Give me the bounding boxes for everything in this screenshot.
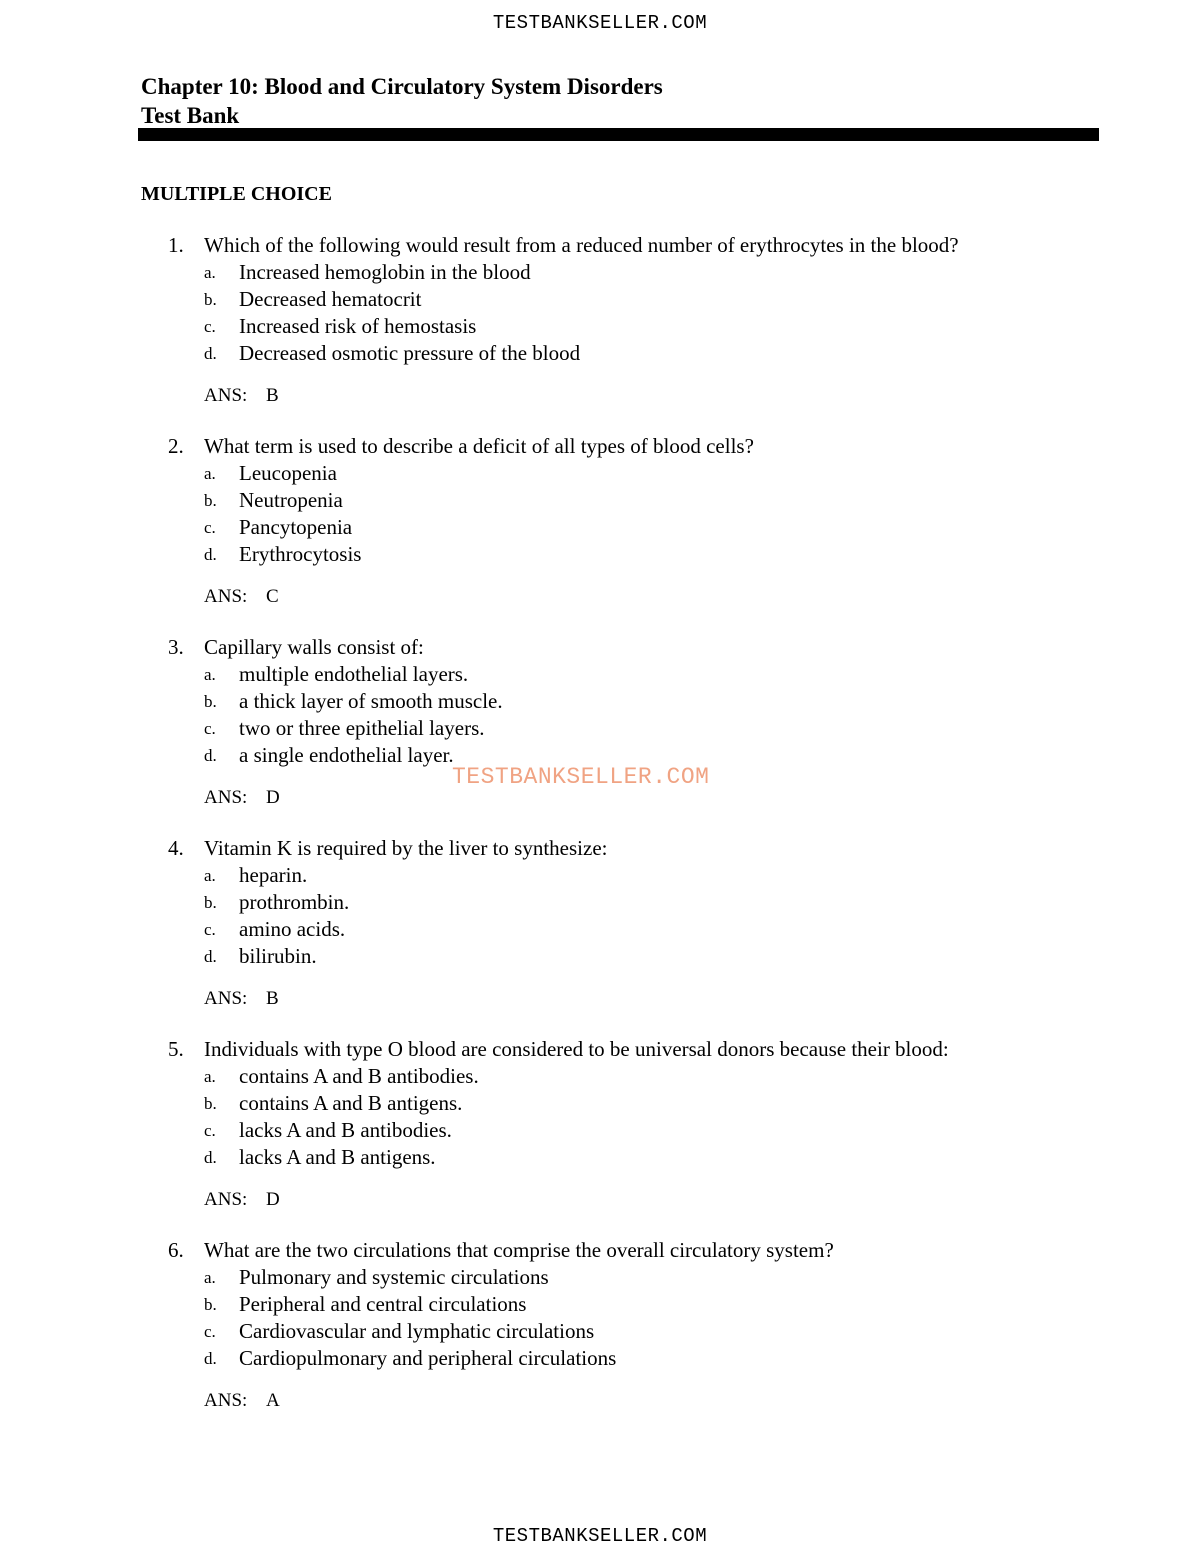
option-letter: a. bbox=[204, 665, 216, 684]
answer-key bbox=[204, 583, 279, 610]
option-letter: a. bbox=[204, 464, 216, 483]
option-letter: a. bbox=[204, 1067, 216, 1086]
option-letter: a. bbox=[204, 866, 216, 885]
section-heading: MULTIPLE CHOICE bbox=[141, 183, 332, 205]
option-letter: c. bbox=[204, 1322, 216, 1341]
option-text: Erythrocytosis bbox=[239, 542, 362, 566]
option-letter: c. bbox=[204, 317, 216, 336]
option-letter: d. bbox=[204, 1148, 217, 1167]
option-text: lacks A and B antibodies. bbox=[239, 1118, 452, 1142]
option-text: Pulmonary and systemic circulations bbox=[239, 1265, 549, 1289]
footer-watermark: TESTBANKSELLER.COM bbox=[492, 1525, 708, 1547]
question-item bbox=[0, 835, 1200, 1036]
answer-value: C bbox=[266, 586, 279, 607]
option-text: Leucopenia bbox=[239, 461, 337, 485]
option-text: heparin. bbox=[239, 863, 308, 887]
answer-key bbox=[204, 382, 279, 409]
answer-value: D bbox=[266, 1189, 280, 1210]
option-text: contains A and B antibodies. bbox=[239, 1064, 479, 1088]
option-text: Pancytopenia bbox=[239, 515, 353, 539]
question-number: 3. bbox=[168, 635, 184, 659]
question-text: What term is used to describe a deficit of all types of blood cells? bbox=[204, 434, 754, 458]
option-letter: c. bbox=[204, 719, 216, 738]
option-letter: c. bbox=[204, 920, 216, 939]
option-text: Increased risk of hemostasis bbox=[239, 314, 477, 338]
question-number: 4. bbox=[168, 836, 184, 860]
answer-label: ANS: bbox=[204, 1189, 248, 1210]
option-letter: a. bbox=[204, 263, 216, 282]
question-item bbox=[0, 1237, 1200, 1438]
answer-value: B bbox=[266, 385, 279, 406]
mid-watermark: TESTBANKSELLER.COM bbox=[452, 764, 710, 790]
answer-label: ANS: bbox=[204, 787, 248, 808]
question-text: What are the two circulations that comprise the overall circulatory system? bbox=[204, 1238, 834, 1262]
option-letter: c. bbox=[204, 518, 216, 537]
question-item bbox=[0, 433, 1200, 634]
answer-label: ANS: bbox=[204, 385, 248, 406]
option-letter: c. bbox=[204, 1121, 216, 1140]
option-letter: d. bbox=[204, 746, 217, 765]
question-text: Capillary walls consist of: bbox=[204, 635, 424, 659]
option-text: multiple endothelial layers. bbox=[239, 662, 469, 686]
answer-value: A bbox=[266, 1390, 280, 1411]
question-number: 1. bbox=[168, 233, 184, 257]
question-list bbox=[0, 232, 1200, 1438]
question-item bbox=[0, 634, 1200, 835]
option-letter: d. bbox=[204, 545, 217, 564]
option-text: a single endothelial layer. bbox=[239, 743, 454, 767]
option-letter: b. bbox=[204, 1094, 217, 1113]
chapter-title-line1: Chapter 10: Blood and Circulatory System Disorders bbox=[141, 74, 663, 99]
option-letter: b. bbox=[204, 1295, 217, 1314]
option-text: Decreased hematocrit bbox=[239, 287, 422, 311]
option-letter: a. bbox=[204, 1268, 216, 1287]
answer-key bbox=[204, 1186, 280, 1213]
option-text: lacks A and B antigens. bbox=[239, 1145, 436, 1169]
chapter-title bbox=[141, 72, 663, 130]
option-text: Cardiopulmonary and peripheral circulations bbox=[239, 1346, 617, 1370]
option-letter: d. bbox=[204, 947, 217, 966]
question-number: 6. bbox=[168, 1238, 184, 1262]
option-letter: b. bbox=[204, 692, 217, 711]
question-text: Individuals with type O blood are considered to be universal donors because their blood: bbox=[204, 1037, 949, 1061]
answer-key bbox=[204, 784, 280, 811]
option-text: amino acids. bbox=[239, 917, 346, 941]
option-text: a thick layer of smooth muscle. bbox=[239, 689, 503, 713]
option-letter: d. bbox=[204, 1349, 217, 1368]
answer-key bbox=[204, 985, 279, 1012]
option-letter: b. bbox=[204, 290, 217, 309]
header-watermark: TESTBANKSELLER.COM bbox=[492, 12, 708, 34]
answer-value: D bbox=[266, 787, 280, 808]
chapter-title-line2: Test Bank bbox=[141, 103, 240, 128]
question-item bbox=[0, 1036, 1200, 1237]
option-text: Cardiovascular and lymphatic circulations bbox=[239, 1319, 595, 1343]
option-text: Decreased osmotic pressure of the blood bbox=[239, 341, 581, 365]
answer-label: ANS: bbox=[204, 988, 248, 1009]
question-text: Vitamin K is required by the liver to synthesize: bbox=[204, 836, 608, 860]
question-number: 2. bbox=[168, 434, 184, 458]
question-item bbox=[0, 232, 1200, 433]
option-text: Increased hemoglobin in the blood bbox=[239, 260, 531, 284]
option-letter: d. bbox=[204, 344, 217, 363]
option-text: bilirubin. bbox=[239, 944, 317, 968]
option-text: contains A and B antigens. bbox=[239, 1091, 463, 1115]
option-text: Peripheral and central circulations bbox=[239, 1292, 527, 1316]
answer-value: B bbox=[266, 988, 279, 1009]
option-text: prothrombin. bbox=[239, 890, 350, 914]
option-text: two or three epithelial layers. bbox=[239, 716, 485, 740]
option-text: Neutropenia bbox=[239, 488, 343, 512]
answer-label: ANS: bbox=[204, 586, 248, 607]
question-text: Which of the following would result from a reduced number of erythrocytes in the blood? bbox=[204, 233, 959, 257]
answer-key bbox=[204, 1387, 280, 1414]
option-letter: b. bbox=[204, 491, 217, 510]
question-number: 5. bbox=[168, 1037, 184, 1061]
option-letter: b. bbox=[204, 893, 217, 912]
title-rule bbox=[138, 128, 1099, 141]
answer-label: ANS: bbox=[204, 1390, 248, 1411]
